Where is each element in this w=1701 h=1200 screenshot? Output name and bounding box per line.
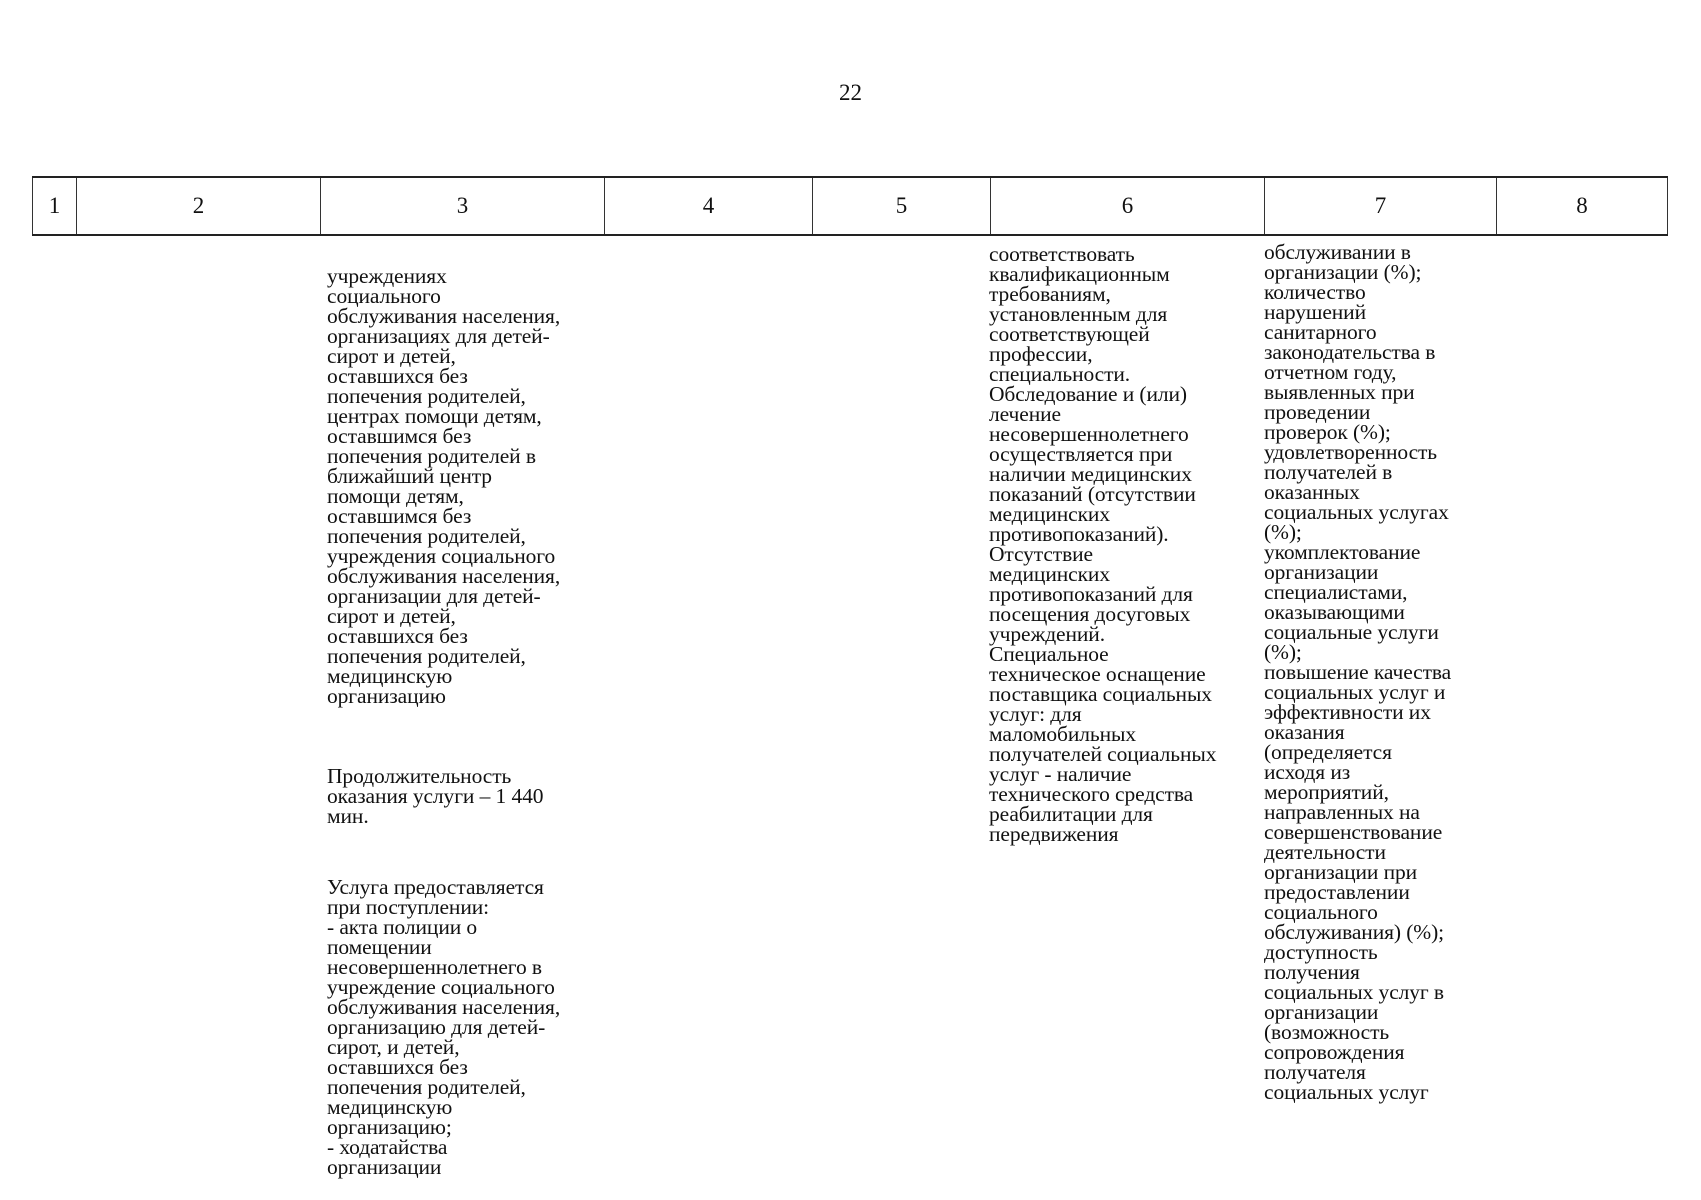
header-cell-5: 5 — [812, 178, 990, 234]
header-cell-2: 2 — [76, 178, 320, 234]
header-cell-7: 7 — [1264, 178, 1496, 234]
header-cell-4: 4 — [604, 178, 812, 234]
column-6-content: соответствовать квалификационным требованиям, установленным для соответствующей профессии, специальности. Обследование и (или) лечение несовершеннолетнего осуществляется при наличии медицинских показаний (отсутствии медицинских противопоказаний). Отсутствие медицинских противопоказаний для посещения досуговых учреждений. Специальное техническое оснащение поставщика социальных услуг: для маломобильных получателей социальных услуг - наличие технического средства реабилитации для передвижения — [989, 242, 1217, 846]
table-header-row — [32, 176, 1668, 236]
column-3-paragraph-2: Продолжительность оказания услуги – 1 440 мин. — [327, 764, 544, 828]
column-7-content: обслуживании в организации (%); количество нарушений санитарного законодательства в отчетном году, выявленных при проведении проверок (%); удовлетворенность получателей в оказанных социальных услугах (%); укомплектование организации специалистами, оказывающими социальные услуги (%); повышение качества социальных услуг и эффективности их оказания (определяется исходя из мероприятий, направленных на совершенствование деятельности организации при предоставлении социального обслуживания) (%); доступность получения социальных услуг в организации (возможность сопровождения получателя социальных услуг — [1264, 240, 1452, 1104]
header-cell-3: 3 — [320, 178, 604, 234]
header-cell-6: 6 — [990, 178, 1264, 234]
column-3-paragraph-3: Услуга предоставляется при поступлении: - акта полиции о помещении несовершеннолетнего в учреждение социального обслуживания населения, организацию для детей- сирот, и детей, оставшихся без попечения родителей, медицинскую организацию; - ходатайства организации — [327, 875, 561, 1179]
page-number: 22 — [839, 80, 862, 105]
column-3-content — [327, 246, 617, 1197]
header-cell-1: 1 — [32, 178, 76, 234]
header-cell-8: 8 — [1496, 178, 1668, 234]
column-3-paragraph-1: учреждениях социального обслуживания населения, организациях для детей- сирот и детей, оставшихся без попечения родителей, центрах помощи детям, оставшимся без попечения родителей в ближайший центр помощи детям, оставшимся без попечения родителей, учреждения социального обслуживания населения, организации для детей- сирот и детей, оставшихся без попечения родителей, медицинскую организацию — [327, 264, 561, 708]
